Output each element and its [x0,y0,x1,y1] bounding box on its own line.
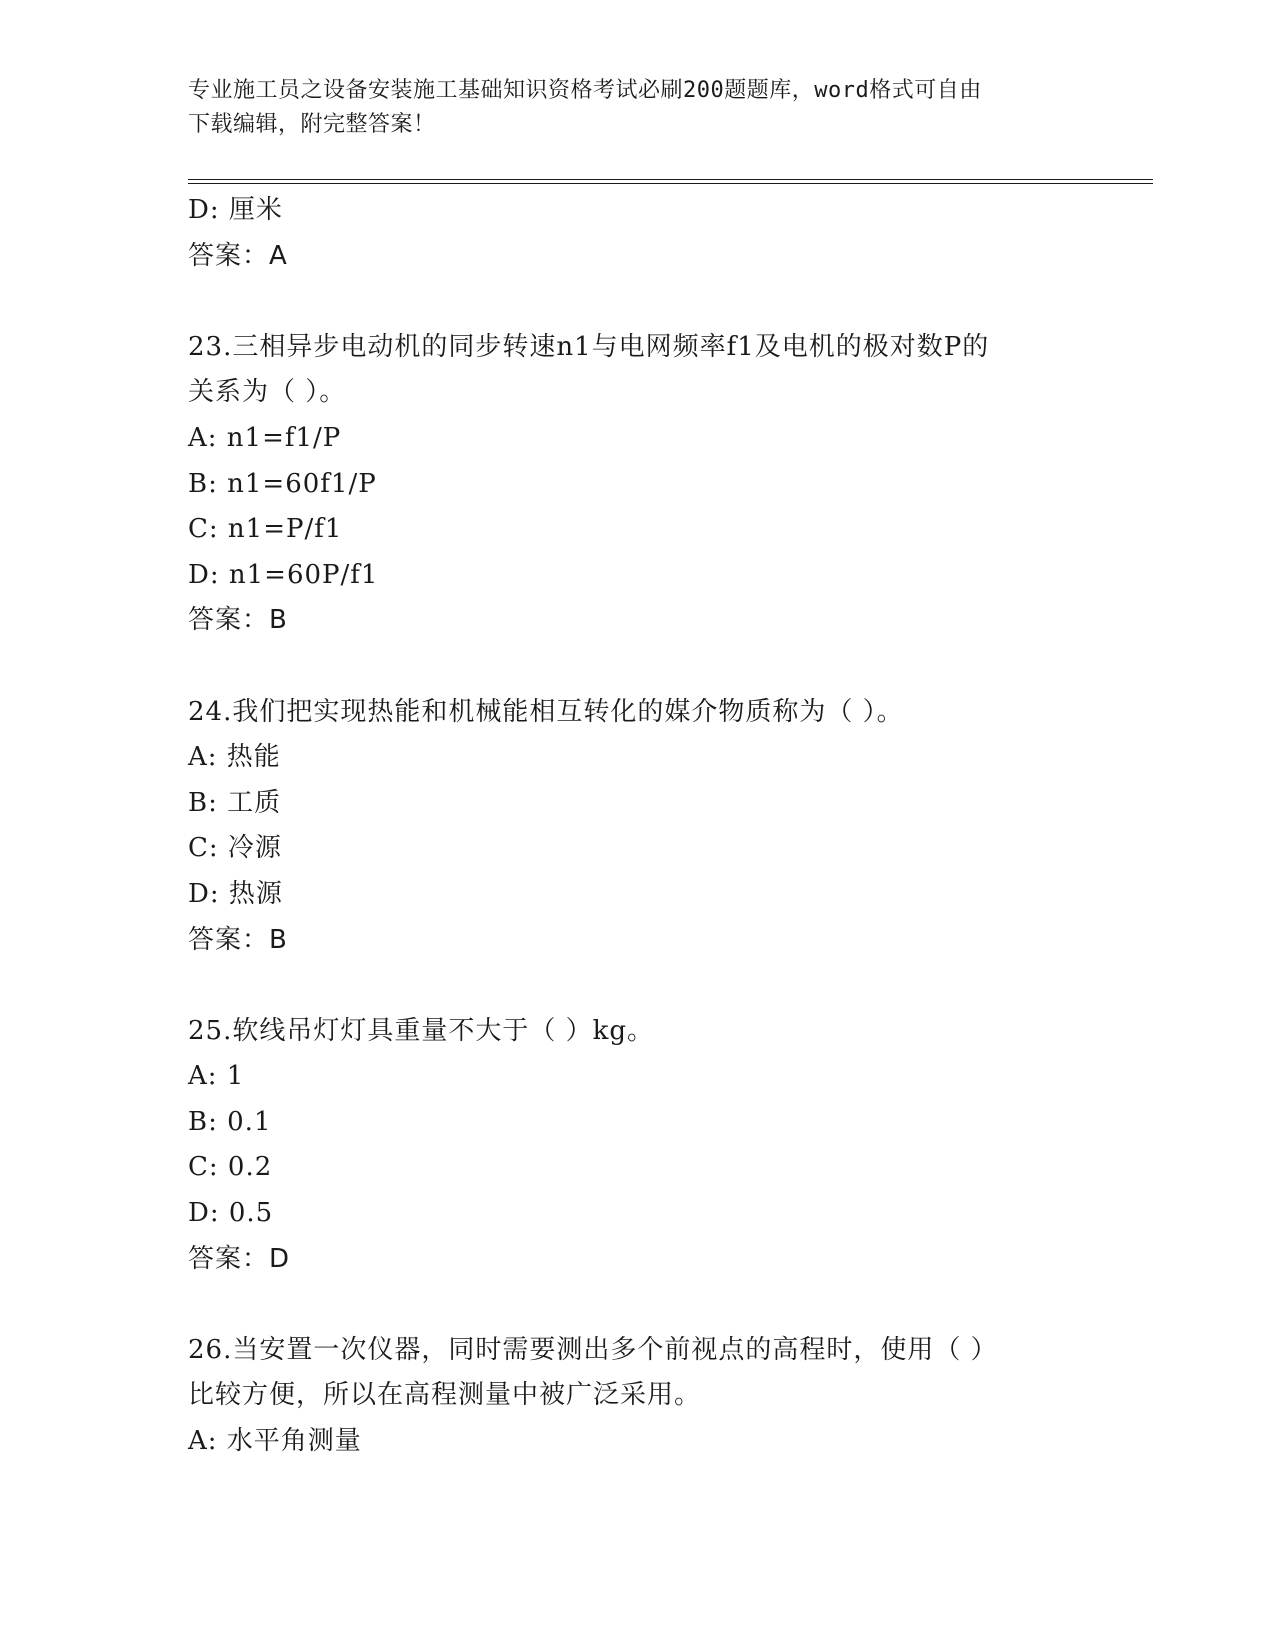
option-a: A: 1 [188,1061,245,1092]
answer-line: 答案：B [188,924,288,955]
option-b: B: 0.1 [188,1106,272,1137]
answer-line: 答案：A [188,240,288,271]
header-title-line-1: 专业施工员之设备安装施工基础知识资格考试必刷200题题库，word格式可自由 [188,78,982,103]
option-a: A: n1=f1/P [188,422,342,453]
question-25 [188,1009,1088,1283]
option-a: A: 热能 [188,742,281,773]
option-c: C: 0.2 [188,1152,273,1183]
header-divider-bottom [188,183,1153,184]
option-c: C: 冷源 [188,833,282,864]
option-d: D: n1=60P/f1 [188,559,379,590]
question-26 [188,1328,1088,1465]
spacer [188,1282,1088,1328]
question-text: 24.我们把实现热能和机械能相互转化的媒介物质称为（ ）。 [188,696,904,727]
question-text: 26.当安置一次仪器，同时需要测出多个前视点的高程时，使用（ ） [188,1334,998,1365]
option-d: D: 热源 [188,878,283,909]
question-text: 25.软线吊灯灯具重量不大于（ ）kg。 [188,1015,655,1046]
option-c: C: n1=P/f1 [188,514,343,545]
spacer [188,279,1088,325]
option-b: B: 工质 [188,787,282,818]
option-b: B: n1=60f1/P [188,468,377,499]
option-a: A: 水平角测量 [188,1426,362,1457]
question-24 [188,690,1088,964]
header-title-line-2: 下载编辑，附完整答案！ [188,112,436,137]
answer-line: 答案：D [188,1243,291,1274]
spacer [188,644,1088,690]
question-text: 关系为（ ）。 [188,377,347,408]
header-divider-top [188,179,1153,180]
question-text: 23.三相异步电动机的同步转速n1与电网频率f1及电机的极对数P的 [188,331,990,362]
option-d: D: 0.5 [188,1198,274,1229]
document-header [188,74,1068,142]
option-d: D: 厘米 [188,195,283,225]
question-22 [188,188,1088,279]
question-23 [188,325,1088,644]
question-list [188,188,1088,1465]
spacer [188,963,1088,1009]
answer-line: 答案：B [188,605,288,636]
question-text: 比较方便，所以在高程测量中被广泛采用。 [188,1380,702,1411]
